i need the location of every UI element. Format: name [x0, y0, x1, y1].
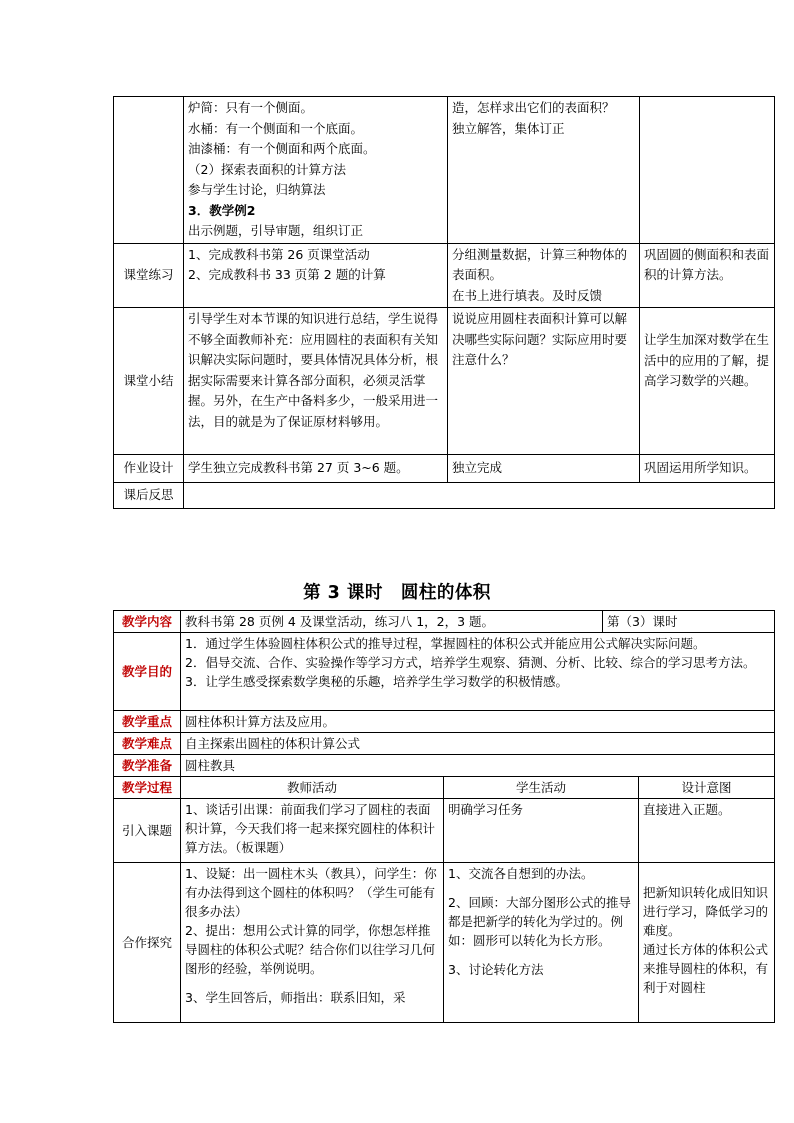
row-label-empty [114, 97, 184, 244]
teacher-activity-cell: 学生独立完成教科书第 27 页 3~6 题。 [184, 455, 448, 483]
row-label: 教学重点 [114, 711, 181, 733]
page-title: 第 3 课时 圆柱的体积 [303, 583, 491, 603]
content-cell: 教科书第 28 页例 4 及课堂活动，练习八 1，2，3 题。 [181, 611, 603, 633]
design-intent-cell: 把新知识转化成旧知识进行学习，降低学习的难度。 通过长方体的体积公式来推导圆柱的体积，有利于对圆柱 [639, 863, 775, 1023]
table-row [114, 863, 775, 1023]
row-label: 作业设计 [114, 455, 184, 483]
table-row [114, 611, 775, 633]
teacher-activity-cell: 炉简：只有一个侧面。 水桶：有一个侧面和一个底面。 油漆桶：有一个侧面和两个底面。 （2）探索表面积的计算方法 参与学生讨论，归纳算法 3．教学例2 出示例题，引导审题，组织订正 [184, 97, 448, 244]
table-row [114, 308, 775, 455]
teacher-activity-cell: 1、完成教科书第 26 页课堂活动 2、完成教科书 33 页第 2 题的计算 [184, 243, 448, 308]
student-activity-cell: 造，怎样求出它们的表面积？ 独立解答，集体订正 [448, 97, 640, 244]
design-intent-cell: 让学生加深对数学在生活中的应用的了解，提高学习数学的兴趣。 [640, 308, 775, 455]
design-intent-cell: 巩固运用所学知识。 [640, 455, 775, 483]
design-intent-cell: 巩固圆的侧面积和表面积的计算方法。 [640, 243, 775, 308]
student-activity-cell: 明确学习任务 [444, 799, 639, 863]
table-row [114, 711, 775, 733]
table-row [114, 755, 775, 777]
student-activity-cell: 说说应用圆柱表面积计算可以解决哪些实际问题？实际应用时要注意什么？ [448, 308, 640, 455]
row-label: 教学准备 [114, 755, 181, 777]
table-row [114, 455, 775, 483]
teacher-activity-cell: 引导学生对本节课的知识进行总结，学生说得不够全面教师补充：应用圆柱的表面积有关知识解决实际问题时，要具体情况具体分析，根据实际需要来计算各部分面积，必须灵活掌握。另外，在生产中备料多少，一般采用进一法，目的就是为了保证原材料够用。 [184, 308, 448, 455]
header-intent: 设计意图 [639, 777, 775, 799]
student-activity-cell: 1、交流各自想到的办法。 2、回顾：大部分图形公式的推导都是把新学的转化为学过的。例如：圆形可以转化为长方形。 3、讨论转化方法 [444, 863, 639, 1023]
row-label: 教学过程 [114, 777, 181, 799]
header-student: 学生活动 [444, 777, 639, 799]
table-row [114, 243, 775, 308]
student-activity-cell: 独立完成 [448, 455, 640, 483]
row-label: 教学内容 [114, 611, 181, 633]
row-label: 合作探究 [114, 863, 181, 1023]
design-intent-cell: 直接进入正题。 [639, 799, 775, 863]
row-label: 引入课题 [114, 799, 181, 863]
table-row [114, 483, 775, 509]
row-label: 教学难点 [114, 733, 181, 755]
lesson-plan-table [113, 610, 775, 1023]
prep-cell: 圆柱教具 [181, 755, 775, 777]
table-row [114, 733, 775, 755]
row-label: 教学目的 [114, 633, 181, 711]
lesson-table-continued [113, 96, 775, 509]
header-teacher: 教师活动 [181, 777, 444, 799]
difficulty-cell: 自主探索出圆柱的体积计算公式 [181, 733, 775, 755]
row-label: 课后反思 [114, 483, 184, 509]
goals-cell: 1．通过学生体验圆柱体积公式的推导过程，掌握圆柱的体积公式并能应用公式解决实际问题。 2．倡导交流、合作、实验操作等学习方式，培养学生观察、猜测、分析、比较、综合的学习思考方法。 3．让学生感受探索数学奥秘的乐趣，培养学生学习数学的积极情感。 [181, 633, 775, 711]
table-row [114, 799, 775, 863]
table-row [114, 777, 775, 799]
design-intent-cell [640, 97, 775, 244]
teacher-activity-cell: 1、设疑：出一圆柱木头（教具），问学生：你有办法得到这个圆柱的体积吗？（学生可能有很多办法） 2、提出：想用公式计算的同学，你想怎样推导圆柱的体积公式呢？结合你们以往学习几何图形的经验，举例说明。 3、学生回答后，师指出：联系旧知，采 [181, 863, 444, 1023]
row-label: 课堂小结 [114, 308, 184, 455]
reflection-cell [184, 483, 775, 509]
period-cell: 第（3）课时 [603, 611, 775, 633]
table-row [114, 633, 775, 711]
teacher-activity-cell: 1、谈话引出课：前面我们学习了圆柱的表面积计算，今天我们将一起来探究圆柱的体积计算方法。（板课题） [181, 799, 444, 863]
key-point-cell: 圆柱体积计算方法及应用。 [181, 711, 775, 733]
row-label: 课堂练习 [114, 243, 184, 308]
table-row [114, 97, 775, 244]
student-activity-cell: 分组测量数据，计算三种物体的表面积。 在书上进行填表。及时反馈 [448, 243, 640, 308]
